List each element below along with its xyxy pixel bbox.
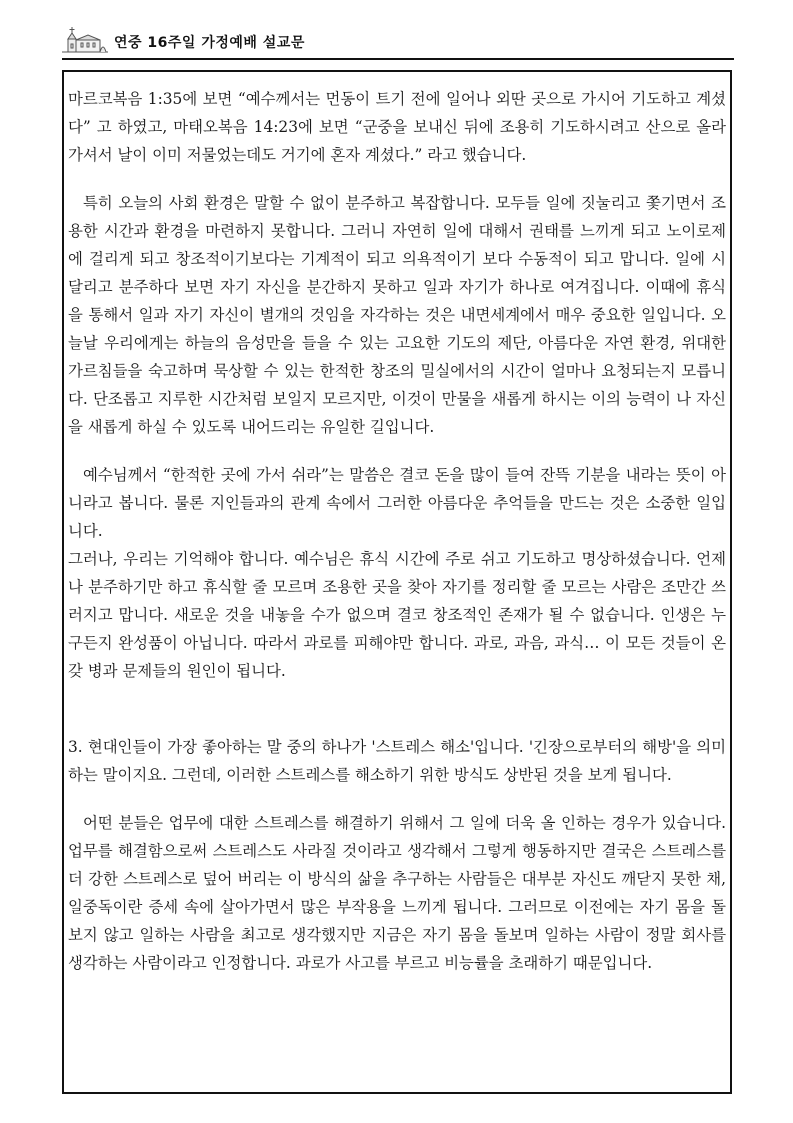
header-rule [62, 58, 734, 60]
paragraph-5: 3. 현대인들이 가장 좋아하는 말 중의 하나가 '스트레스 해소'입니다. '긴장으로부터의 해방'을 의미하는 말이지요. 그런데, 이러한 스트레스를 해소하기 위한 방식도 상반된 것을 보게 됩니다. [68, 738, 726, 784]
paragraph-4: 그러나, 우리는 기억해야 합니다. 예수님은 휴식 시간에 주로 쉬고 기도하고 명상하셨습니다. 언제나 분주하기만 하고 휴식할 줄 모르며 조용한 곳을 찾아 자기를 정리할 줄 모르는 사람은 조만간 쓰러지고 맙니다. 새로운 것을 내놓을 수가 없으며 결코 창조적인 존재가 될 수 없습니다. 인생은 누구든지 완성품이 아닙니다. 따라서 과로를 피해야만 합니다. 과로, 과음, 과식… 이 모든 것들이 온갖 병과 문제들의 원인이 됩니다. [68, 550, 726, 680]
paragraph-6: 어떤 분들은 업무에 대한 스트레스를 해결하기 위해서 그 일에 더욱 올 인하는 경우가 있습니다. 업무를 해결함으로써 스트레스도 사라질 것이라고 생각해서 그렇게 행동하지만 결국은 스트레스를 더 강한 스트레스로 덮어 버리는 이 방식의 삶을 추구하는 사람들은 대부분 자신도 깨닫지 못한 채, 일중독이란 증세 속에 살아가면서 많은 부작용을 느끼게 됩니다. 그러므로 이전에는 자기 몸을 돌보지 않고 일하는 사람을 최고로 생각했지만 지금은 자기 몸을 돌보며 일하는 사람이 정말 회사를 생각하는 사람이라고 인정합니다. 과로가 사고를 부르고 비능률을 초래하기 때문입니다. [68, 814, 726, 972]
paragraph-2: 특히 오늘의 사회 환경은 말할 수 없이 분주하고 복잡합니다. 모두들 일에 짓눌리고 쫓기면서 조용한 시간과 환경을 마련하지 못합니다. 그러니 자연히 일에 대해서 권태를 느끼게 되고 노이로제에 걸리게 되고 창조적이기보다는 기계적이 되고 의욕적이기 보다 수동적이 되고 맙니다. 일에 시달리고 분주하다 보면 자기 자신을 분간하지 못하고 일과 자기가 하나로 여겨집니다. 이때에 휴식을 통해서 일과 자기 자신이 별개의 것임을 자각하는 것은 내면세계에서 매우 중요한 일입니다. 오늘날 우리에게는 하늘의 음성만을 들을 수 있는 고요한 기도의 제단, 아름다운 자연 환경, 위대한 가르침들을 숙고하며 묵상할 수 있는 한적한 창조의 밀실에서의 시간이 얼마나 요청되는지 모릅니다. 단조롭고 지루한 시간처럼 보일지 모르지만, 이것이 만물을 새롭게 하시는 이의 능력이 나 자신을 새롭게 하실 수 있도록 내어드리는 유일한 길입니다. [68, 194, 726, 436]
sermon-body [68, 85, 726, 977]
page-header [62, 24, 734, 58]
paragraph-3: 예수님께서 “한적한 곳에 가서 쉬라”는 말씀은 결코 돈을 많이 들여 잔뜩 기분을 내라는 뜻이 아니라고 봅니다. 물론 지인들과의 관계 속에서 그러한 아름다운 추억들을 만드는 것은 소중한 일입니다. [68, 466, 726, 540]
paragraph-1: 마르코복음 1:35에 보면 “예수께서는 먼동이 트기 전에 일어나 외딴 곳으로 가시어 기도하고 계셨다” 고 하였고, 마태오복음 14:23에 보면 “군중을 보내신 뒤에 조용히 기도하시려고 산으로 올라가셔서 날이 이미 저물었는데도 거기에 혼자 계셨다.” 라고 했습니다. [68, 90, 726, 164]
church-icon [62, 26, 108, 54]
page-title: 연중 16주일 가정예배 설교문 [114, 35, 305, 51]
